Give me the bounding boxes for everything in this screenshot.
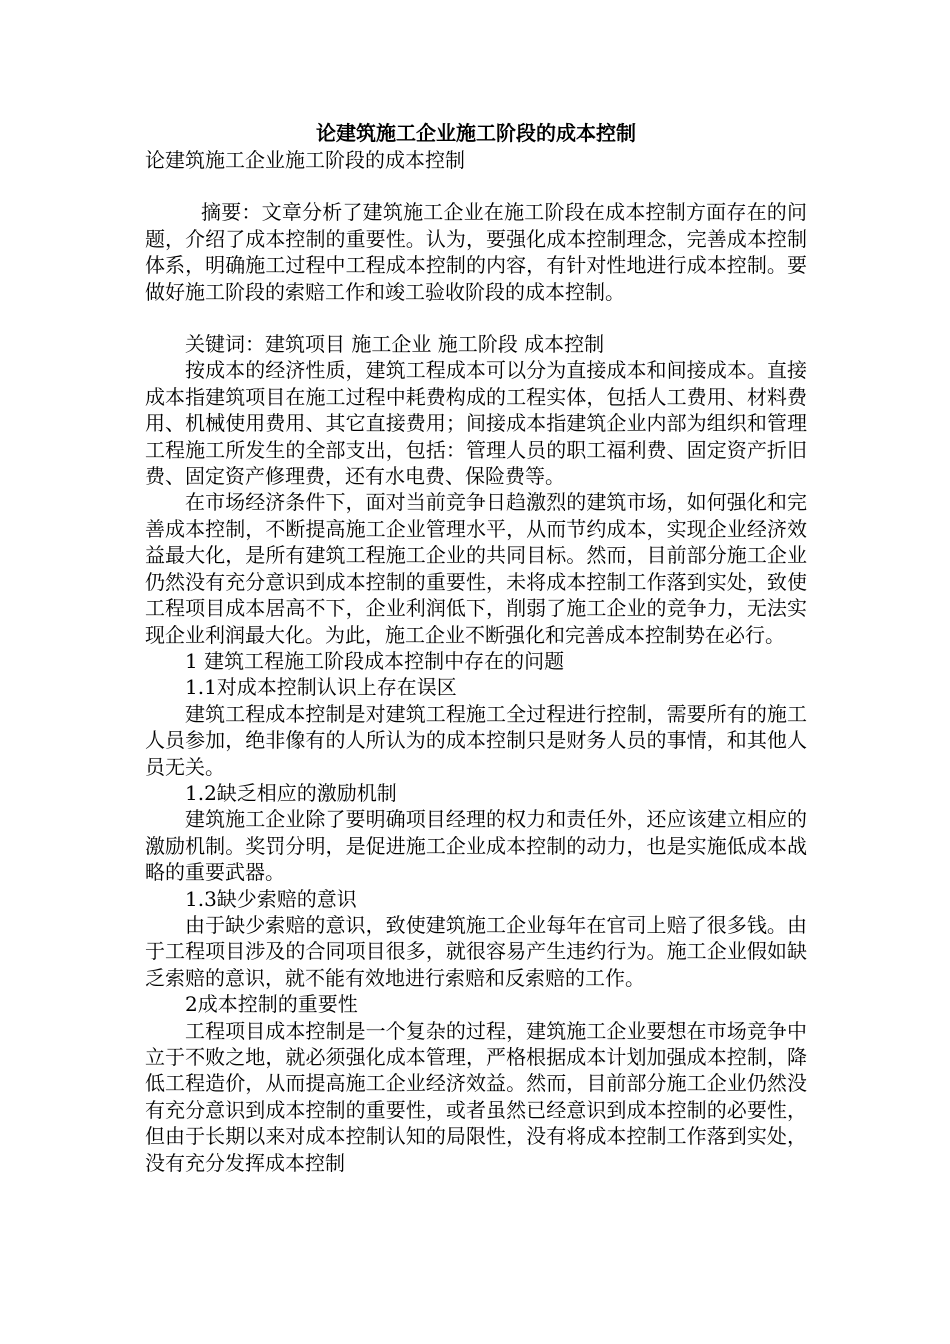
subsection-heading: 1.2缺乏相应的激励机制 (185, 780, 397, 805)
subsection-heading: 1.3缺少索赔的意识 (185, 886, 357, 911)
body-paragraph: 工程项目成本控制是一个复杂的过程，建筑施工企业要想在市场竞争中立于不败之地，就必须强化成本管理，严格根据成本计划加强成本控制，降低工程造价，从而提高施工企业经济效益。然而，目前部分施工企业仍然没有充分意识到成本控制的重要性，或者虽然已经意识到成本控制的必要性，但由于长期以来对成本控制认知的局限性，没有将成本控制工作落到实处，没有充分发挥成本控制 (145, 1018, 807, 1175)
body-paragraph: 建筑施工企业除了要明确项目经理的权力和责任外，还应该建立相应的激励机制。奖罚分明，是促进施工企业成本控制的动力，也是实施低成本战略的重要武器。 (145, 807, 807, 885)
document-subtitle: 论建筑施工企业施工阶段的成本控制 (145, 148, 465, 172)
spacer (145, 305, 807, 331)
keywords-line: 关键词：建筑项目 施工企业 施工阶段 成本控制 (185, 332, 605, 357)
document-title: 论建筑施工企业施工阶段的成本控制 (316, 121, 636, 145)
abstract-paragraph: 摘要：文章分析了建筑施工企业在施工阶段在成本控制方面存在的问题，介绍了成本控制的重要性。认为，要强化成本控制理念，完善成本控制体系，明确施工过程中工程成本控制的内容，有针对性地进行成本控制。要做好施工阶段的索赔工作和竣工验收阶段的成本控制。 (145, 200, 807, 304)
section-heading: 1 建筑工程施工阶段成本控制中存在的问题 (185, 648, 565, 673)
section-heading: 2成本控制的重要性 (185, 992, 358, 1017)
body-paragraph: 由于缺少索赔的意识，致使建筑施工企业每年在官司上赔了很多钱。由于工程项目涉及的合同项目很多，就很容易产生违约行为。施工企业假如缺乏索赔的意识，就不能有效地进行索赔和反索赔的工作。 (145, 912, 807, 990)
document-page (145, 120, 807, 1176)
body-paragraph: 按成本的经济性质，建筑工程成本可以分为直接成本和间接成本。直接成本指建筑项目在施工过程中耗费构成的工程实体，包括人工费用、材料费用、机械使用费用、其它直接费用；间接成本指建筑企业内部为组织和管理工程施工所发生的全部支出，包括：管理人员的职工福利费、固定资产折旧费、固定资产修理费，还有水电费、保险费等。 (145, 358, 807, 489)
body-paragraph: 在市场经济条件下，面对当前竞争日趋激烈的建筑市场，如何强化和完善成本控制，不断提高施工企业管理水平，从而节约成本，实现企业经济效益最大化，是所有建筑工程施工企业的共同目标。然而，目前部分施工企业仍然没有充分意识到成本控制的重要性，未将成本控制工作落到实处，致使工程项目成本居高不下，企业利润低下，削弱了施工企业的竞争力，无法实现企业利润最大化。为此，施工企业不断强化和完善成本控制势在必行。 (145, 490, 807, 647)
body-paragraph: 建筑工程成本控制是对建筑工程施工全过程进行控制，需要所有的施工人员参加，绝非像有的人所认为的成本控制只是财务人员的事情，和其他人员无关。 (145, 701, 807, 779)
subsection-heading: 1.1对成本控制认识上存在误区 (185, 675, 457, 700)
spacer (145, 173, 807, 199)
